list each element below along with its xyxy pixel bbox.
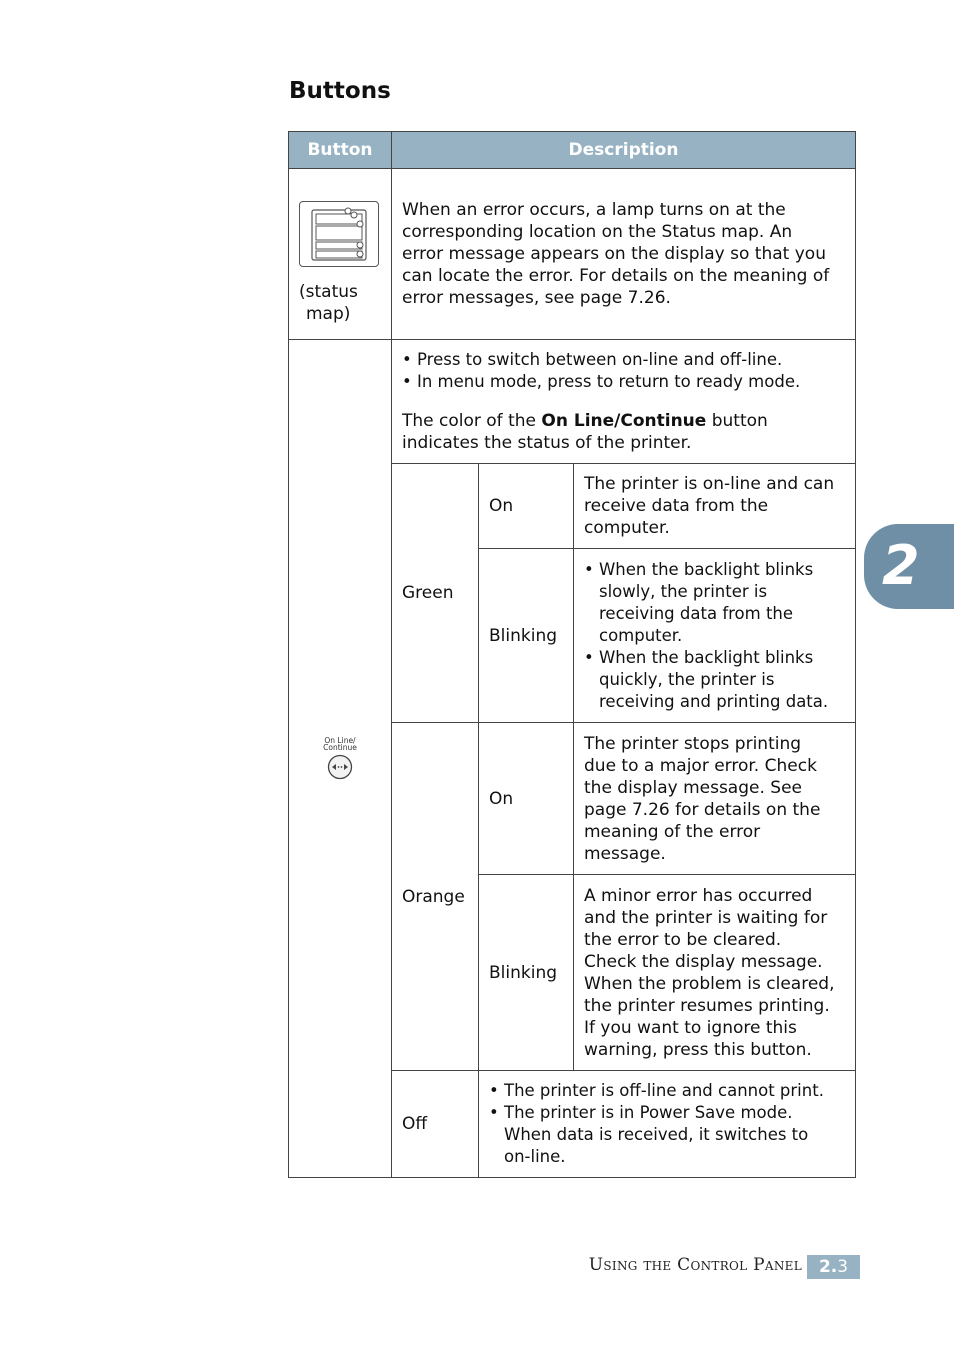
chapter-number: 2 xyxy=(882,534,920,597)
orange-on-label: On xyxy=(479,723,574,875)
green-blink-bullet-1 xyxy=(584,559,845,647)
buttons-table xyxy=(288,131,856,1178)
off-description xyxy=(479,1071,856,1178)
table-header-row xyxy=(289,132,856,169)
green-blink-b2-line: receiving and printing data. xyxy=(599,691,829,711)
orange-blink-desc-line: Check the display message. xyxy=(584,951,823,972)
green-blink-b1-line: computer. xyxy=(599,625,683,645)
green-blink-b1-line: When the backlight blinks xyxy=(598,559,814,579)
status-map-icon xyxy=(299,201,379,267)
color-note-bold: On Line/Continue xyxy=(541,411,707,431)
off-b2-line: The printer is in Power Save mode. xyxy=(503,1103,793,1122)
chapter-tab xyxy=(864,524,954,609)
footer-page-number xyxy=(807,1255,860,1279)
color-note xyxy=(402,410,845,432)
green-label: Green xyxy=(392,464,479,723)
table-row-status-map xyxy=(289,169,856,340)
orange-blink-desc-line: If you want to ignore this xyxy=(584,1017,797,1038)
green-blinking-description xyxy=(574,549,856,723)
column-header-description: Description xyxy=(392,132,856,169)
orange-on-desc-line: due to a major error. Check xyxy=(584,755,817,776)
off-b2-line: When data is received, it switches to xyxy=(504,1125,809,1144)
status-map-label-line2: map) xyxy=(306,304,351,324)
orange-on-desc-line: message. xyxy=(584,843,666,864)
orange-on-desc-line: meaning of the error xyxy=(584,821,761,842)
footer-chapter-title: Using the Control Panel xyxy=(588,1255,802,1275)
online-intro-cell xyxy=(392,340,856,464)
green-on-desc-line: computer. xyxy=(584,518,670,538)
orange-blinking-label: Blinking xyxy=(479,875,574,1071)
off-bullet-2 xyxy=(489,1102,845,1168)
status-map-label-line1: (status xyxy=(299,282,358,302)
green-blink-bullet-2 xyxy=(584,647,845,713)
table-row-online-intro xyxy=(289,340,856,464)
color-note-prefix: The color of the xyxy=(402,411,542,431)
orange-on-description xyxy=(574,723,856,875)
status-map-cell xyxy=(289,169,392,340)
orange-blink-desc-line: the error to be cleared. xyxy=(584,929,782,950)
green-on-label: On xyxy=(479,464,574,549)
online-icon-label-line1: On Line/ xyxy=(324,735,356,745)
orange-blink-desc-line: When the problem is cleared, xyxy=(584,973,835,994)
orange-on-desc-line: The printer stops printing xyxy=(584,733,802,754)
green-blinking-label: Blinking xyxy=(479,549,574,723)
color-note-suffix: button xyxy=(706,411,768,431)
color-note-line2: indicates the status of the printer. xyxy=(402,433,692,453)
status-map-desc-line: When an error occurs, a lamp turns on at the xyxy=(402,200,786,220)
green-on-desc-line: The printer is on-line and can xyxy=(584,474,835,494)
status-map-desc-line: corresponding location on the Status map. An xyxy=(402,222,793,242)
online-bullet: • Press to switch between on-line and off-line. xyxy=(402,349,845,371)
green-blink-b2-line: When the backlight blinks xyxy=(598,647,814,667)
orange-blink-desc-line: warning, press this button. xyxy=(584,1039,812,1060)
section-heading: Buttons xyxy=(289,78,391,104)
off-bullet-1: • The printer is off-line and cannot print. xyxy=(489,1080,845,1102)
green-on-description xyxy=(574,464,856,549)
off-b2-line: on-line. xyxy=(504,1147,566,1166)
footer-page-major: 2. xyxy=(818,1257,838,1277)
status-map-desc-line: error messages, see page 7.26. xyxy=(402,288,671,308)
online-continue-button-icon xyxy=(310,736,370,782)
column-header-button: Button xyxy=(289,132,392,169)
green-blink-b1-line: receiving data from the xyxy=(599,603,794,623)
orange-blink-desc-line: and the printer is waiting for xyxy=(584,907,828,928)
green-blink-b1-line: slowly, the printer is xyxy=(599,581,768,601)
orange-blink-desc-line: the printer resumes printing. xyxy=(584,995,830,1016)
orange-on-desc-line: page 7.26 for details on the xyxy=(584,799,821,820)
green-blink-b2-line: quickly, the printer is xyxy=(599,669,775,689)
orange-label: Orange xyxy=(392,723,479,1071)
online-bullet: • In menu mode, press to return to ready mode. xyxy=(402,371,845,393)
status-map-desc-line: can locate the error. For details on the meaning of xyxy=(402,266,830,286)
online-button-cell xyxy=(289,340,392,1178)
status-map-description xyxy=(392,169,856,340)
footer-page-minor: 3 xyxy=(837,1257,849,1277)
status-map-desc-line: error message appears on the display so that you xyxy=(402,244,826,264)
orange-blinking-description xyxy=(574,875,856,1071)
online-icon-label-line2: Continue xyxy=(323,742,357,752)
off-label: Off xyxy=(392,1071,479,1178)
orange-on-desc-line: the display message. See xyxy=(584,777,802,798)
green-on-desc-line: receive data from the xyxy=(584,496,769,516)
orange-blink-desc-line: A minor error has occurred xyxy=(584,885,813,906)
